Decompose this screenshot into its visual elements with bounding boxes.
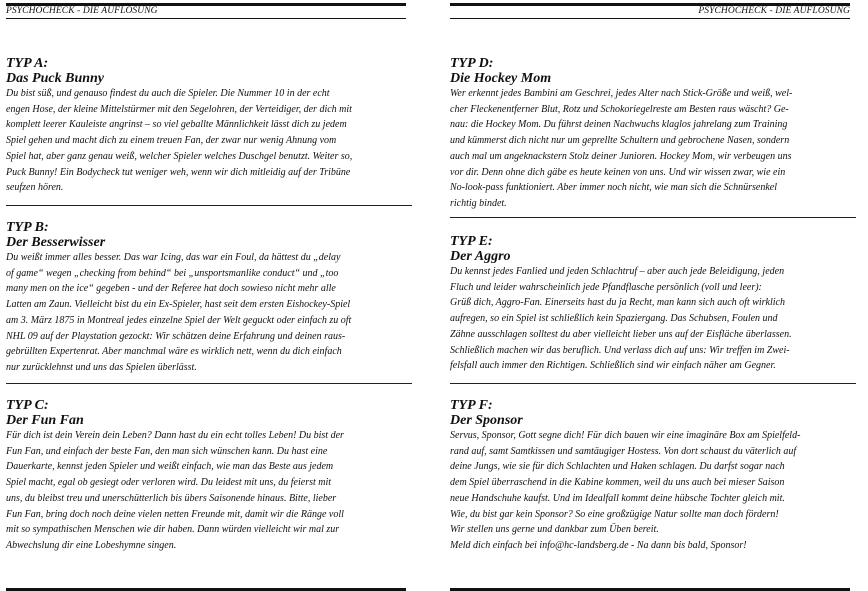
type-a-text	[6, 86, 406, 196]
text-line: Puck Bunny! Ein Bodycheck tut weniger weh, wenn wir dich mitleidig auf der Tribüne	[6, 166, 351, 178]
text-line: Spiel macht, egal ob gesiegt oder verloren wird. Du leidest mit uns, du feierst mit	[6, 477, 332, 489]
text-line: Fun Fan, und einfach der beste Fan, den man sich wünschen kann. Du hast eine	[6, 445, 328, 457]
text-line: Abwechslung dir eine Lobeshymne singen.	[6, 539, 177, 551]
type-b-section	[6, 221, 406, 376]
text-line: Fun Fan, bring doch noch deine vielen netten Freunde mit, damit wir die Ränge voll	[6, 508, 344, 520]
type-d-name: Die Hockey Mom	[450, 71, 552, 86]
type-a-section	[6, 57, 406, 196]
type-e-text	[450, 264, 850, 374]
text-line: uns, du bleibst treu und unerschütterlich bis übers Saisonende hinaus. Bitte, lieber	[6, 492, 337, 504]
text-line: seufzen hören.	[6, 182, 64, 194]
header-rule	[6, 18, 406, 19]
text-line: gebrüllten Expertenrat. Aber manchmal wäre es wirklich nett, wenn du dich einfach	[6, 346, 342, 358]
text-line: Fluch und leider wahrscheinlich jede Pfandflasche persönlich (voll und leer):	[450, 281, 762, 293]
text-line: Wir stellen uns gerne und dankbar zum Üben bereit.	[450, 524, 659, 536]
right-page	[450, 0, 850, 591]
type-c-section	[6, 399, 406, 554]
running-header: PSYCHOCHECK - DIE AUFLÖSUNG	[698, 6, 850, 16]
type-c-label: TYP C:	[6, 398, 49, 413]
text-line: Wie, du bist gar kein Sponsor? So eine großzügige Natur sollte man doch fördern!	[450, 508, 779, 520]
running-header: PSYCHOCHECK - DIE AUFLÖSUNG	[6, 6, 158, 16]
text-line: Spiel hat, aber ganz genau weiß, welcher Spieler welches Duschgel benutzt. Weiter so,	[6, 150, 353, 162]
text-line: engen Hose, der kleine Mittelstürmer mit den Segelohren, der Verteidiger, der dich mit	[6, 103, 352, 115]
text-line: Meld dich einfach bei info@hc-landsberg.de - Na dann bis bald, Sponsor!	[450, 539, 747, 551]
text-line: cher Fleckenentferner Blut, Rotz und Schokoriegelreste am Besten raus wäscht? Ge-	[450, 103, 789, 115]
section-divider	[450, 217, 856, 218]
text-line: vor dir. Denn ohne dich gäbe es heute keinen von uns. Und wir wissen zwar, wie ein	[450, 166, 786, 178]
text-line: Servus, Sponsor, Gott segne dich! Für dich bauen wir eine imaginäre Box am Spielfeld-	[450, 430, 801, 441]
text-line: Wer erkennt jedes Bambini am Geschrei, jedes Alter nach Stick-Größe und weiß, wel-	[450, 88, 793, 99]
text-line: rand auf, samt Samtkissen und samtäugiger Hostess. Von dort schaust du väterlich auf	[450, 445, 797, 457]
text-line: auch mal um angeknackstern Stolz deiner Junioren. Hockey Mom, wir verbeugen uns	[450, 150, 792, 162]
type-c-text	[6, 428, 406, 554]
text-line: am 3. März 1875 in Montreal jedes einzelne Spiel der Welt geguckt oder einfach zu oft	[6, 314, 352, 326]
text-line: nur zurücklehnst und uns das Spielen überlässt.	[6, 361, 197, 373]
text-line: felsfall auch immer den Richtigen. Schließlich sind wir einfach näher am Gegner.	[450, 360, 776, 372]
type-c-name: Der Fun Fan	[6, 413, 84, 428]
text-line: Für dich ist dein Verein dein Leben? Dann hast du ein echt tolles Leben! Du bist der	[6, 430, 344, 441]
type-a-label: TYP A:	[6, 56, 49, 71]
type-b-label: TYP B:	[6, 220, 49, 235]
text-line: nau: die Hockey Mom. Du führst deinen Nachwuchs klaglos jahrelang zum Training	[450, 119, 788, 131]
type-d-label: TYP D:	[450, 56, 494, 71]
text-line: Du kennst jedes Fanlied und jeden Schlachtruf – aber auch jede Beleidigung, jeden	[450, 266, 785, 277]
text-line: Schließlich machen wir das beruflich. Und verlass dich auf uns: Wir treffen im Zwei-	[450, 344, 790, 356]
text-line: richtig bindet.	[450, 197, 507, 209]
text-line: komplett leerer Kauleiste angrinst – so viel geballte Männlichkeit lässt dich zu jedem	[6, 119, 347, 131]
text-line: Zähne ausschlagen solltest du aber vielleicht lieber uns auf der Eisfläche überlassen.	[450, 328, 792, 340]
text-line: neue Handschuhe kaufst. Und im Idealfall kommt deine hübsche Tochter gleich mit.	[450, 492, 785, 504]
type-f-text	[450, 428, 850, 554]
text-line: NHL 09 auf der Playstation gezockt: Wir schätzen deine Erfahrung und deinen raus-	[6, 330, 346, 342]
text-line: Grüß dich, Aggro-Fan. Einerseits hast du ja Recht, man kann sich auch oft wirklich	[450, 297, 785, 309]
type-d-section	[450, 57, 850, 212]
type-e-label: TYP E:	[450, 234, 493, 249]
type-d-text	[450, 86, 850, 212]
type-a-name: Das Puck Bunny	[6, 71, 105, 86]
text-line: of game“ wegen „checking from behind“ bei „unsportsmanlike conduct“ und „too	[6, 267, 339, 279]
type-e-name: Der Aggro	[450, 249, 511, 264]
section-divider	[6, 205, 412, 206]
header-rule	[450, 18, 850, 19]
type-b-name: Der Besserwisser	[6, 235, 106, 250]
text-line: deine Jungs, wie sie für dich Schlachten und Haken schlagen. Du darfst sogar nach	[450, 461, 785, 473]
text-line: many men on the ice“ gegeben - und der Referee hat doch sowieso nicht mehr alle	[6, 283, 336, 295]
text-line: Latten am Zaun. Vielleicht bist du ein Ex-Spieler, hast seit dem ersten Eishockey-Spiel	[6, 299, 351, 311]
text-line: No-look-pass funktioniert. Aber immer noch nicht, wie man sich die Schnürsenkel	[450, 182, 777, 194]
section-divider	[450, 383, 856, 384]
type-f-name: Der Sponsor	[450, 413, 523, 428]
text-line: und kümmerst dich nicht nur um geprellte Schultern und gebrochene Nasen, sondern	[450, 135, 790, 147]
text-line: Du weißt immer alles besser. Das war Icing, das war ein Foul, da hättest du „delay	[6, 252, 341, 263]
type-e-section	[450, 235, 850, 374]
section-divider	[6, 383, 412, 384]
text-line: Spiel gehen und macht dich zu einem treuen Fan, der zwar nur wenig Ahnung vom	[6, 135, 337, 147]
type-f-label: TYP F:	[450, 398, 493, 413]
type-b-text	[6, 250, 406, 376]
left-page	[6, 0, 406, 591]
text-line: Dauerkarte, kennst jeden Spieler und weißt einfach, wie man das Beste aus jedem	[6, 461, 334, 473]
text-line: Du bist süß, und genauso findest du auch die Spieler. Die Nummer 10 in der echt	[6, 88, 330, 99]
type-f-section	[450, 399, 850, 554]
text-line: mit so sympathischen Menschen wie dir haben. Dann würden vielleicht wir mal zur	[6, 524, 340, 536]
text-line: dem Spiel überraschend in die Kabine kommen, weil du uns auch bei mieser Saison	[450, 477, 785, 489]
text-line: aufregen, so ein Spiel ist schließlich kein Spaziergang. Das Schubsen, Foulen und	[450, 313, 778, 325]
